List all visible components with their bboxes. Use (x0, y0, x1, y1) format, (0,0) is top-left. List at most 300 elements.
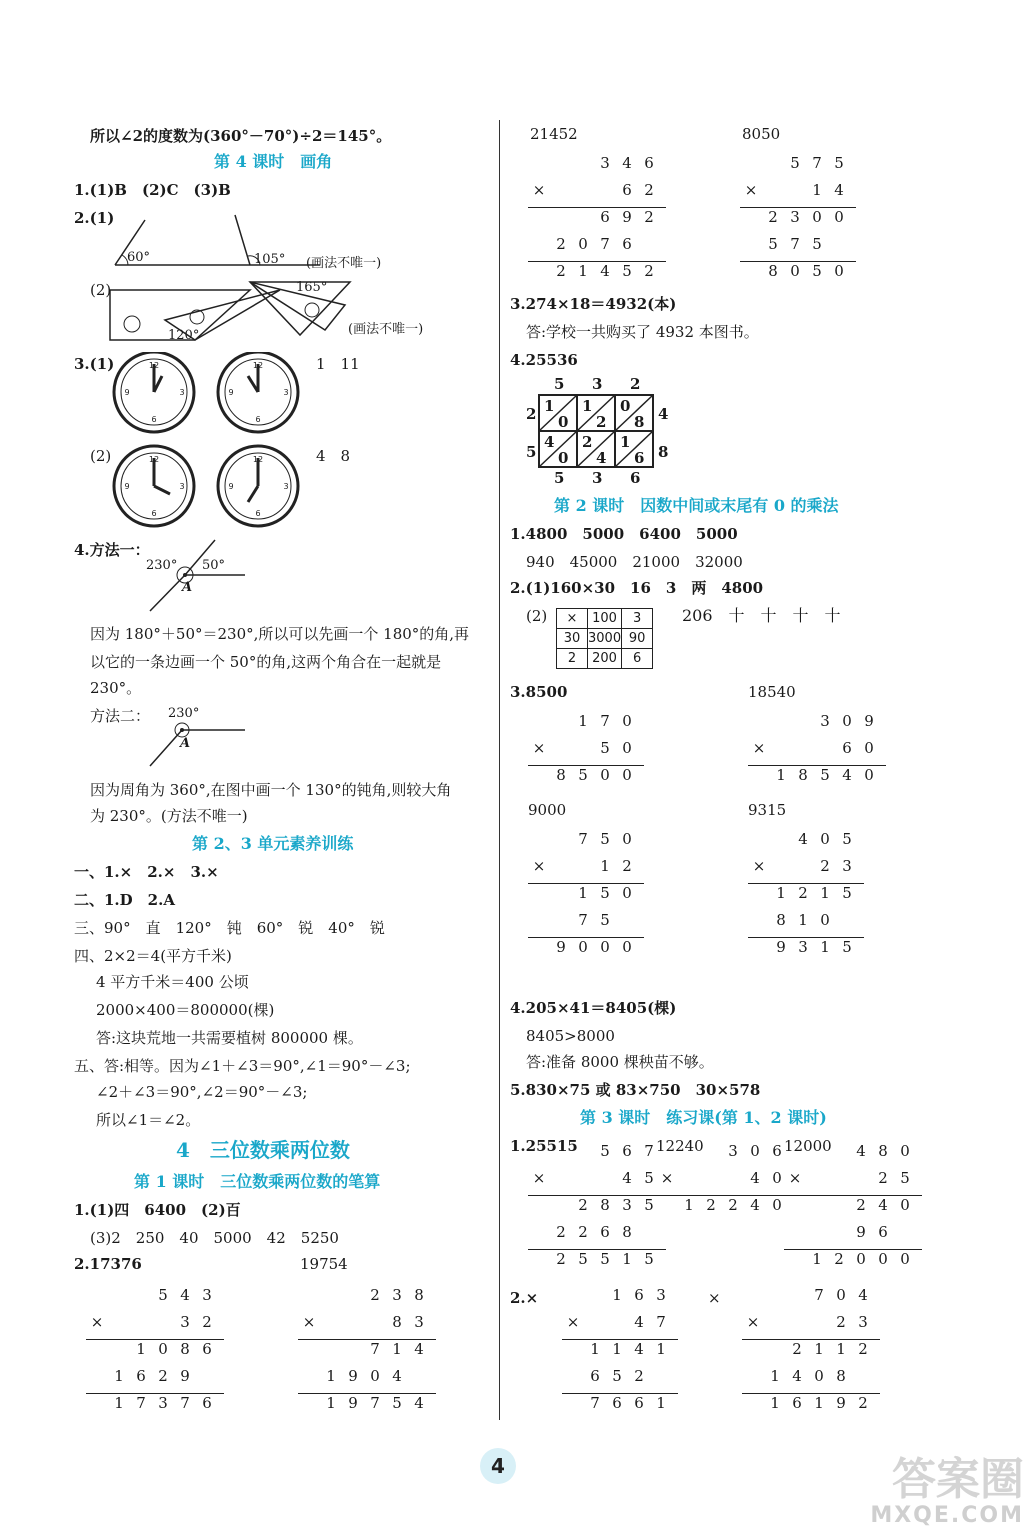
lattice-bottom-digit: 3 (592, 469, 603, 487)
calc-digit (616, 909, 638, 931)
calc-digit: 5 (812, 262, 822, 280)
calc-digit: 3 (790, 208, 800, 226)
calc-digit: × (90, 1313, 104, 1331)
calc-digit: 0 (864, 739, 874, 757)
calc-digit (722, 1167, 744, 1189)
calc-row (528, 206, 660, 228)
calc-digit: 8 (768, 262, 778, 280)
calc-digit: 4 (392, 1367, 402, 1385)
answer-line: 三、90° 直 120° 钝 60° 锐 40° 锐 (74, 919, 385, 937)
lattice-bottom-digit: 5 (554, 469, 565, 487)
calc-digit: 0 (622, 938, 632, 956)
svg-text:9: 9 (228, 482, 234, 491)
calc-digit (742, 1338, 764, 1360)
calc-digit (562, 1392, 584, 1414)
calc-digit (130, 1311, 152, 1333)
calc-digit (770, 737, 792, 759)
answer-line: ∠2＋∠3＝90°,∠2＝90°－∠3; (96, 1083, 308, 1101)
calc-row (748, 855, 858, 877)
calc-digit: 0 (900, 1196, 910, 1214)
angle-label: 60° (127, 250, 151, 265)
text-line: 因为 180°＋50°＝230°,所以可以先画一个 180°的角,再 (90, 625, 470, 643)
calc-digit (572, 855, 594, 877)
calc-digit: 5 (842, 830, 852, 848)
calc-digit (806, 1140, 828, 1162)
calc-digit: 4 (798, 830, 808, 848)
angle-label: 50° (202, 558, 226, 573)
calc-digit (528, 710, 550, 732)
calc-digit: 1 (684, 1196, 694, 1214)
calc-digit (528, 206, 550, 228)
calc-digit: 8 (600, 1196, 610, 1214)
answer-line: 2.17376 (74, 1255, 142, 1273)
calc-digit: 4 (834, 181, 844, 199)
calc-digit: 5 (158, 1286, 168, 1304)
calc-digit: 0 (900, 1250, 910, 1268)
calc-row (748, 710, 880, 732)
calc-digit (786, 1311, 808, 1333)
calc-digit: 4 (878, 1196, 888, 1214)
calc-digit (740, 260, 762, 282)
calc-row (742, 1311, 874, 1333)
table-cell: × (557, 609, 588, 629)
svg-text:9: 9 (124, 388, 130, 397)
calc-digit (784, 1221, 806, 1243)
answer-line: 12000 (784, 1137, 832, 1155)
calc-digit: 8 (556, 766, 566, 784)
calc-digit (550, 152, 572, 174)
table-cell: 100 (588, 609, 622, 629)
svg-text:6: 6 (255, 509, 261, 518)
answer-line: 8050 (742, 125, 781, 143)
svg-text:3: 3 (179, 388, 185, 397)
svg-text:12: 12 (148, 361, 160, 370)
calc-digit: 7 (600, 235, 610, 253)
lesson-heading: 第 1 课时 三位数乘两位数的笔算 (134, 1172, 381, 1191)
calc-digit: 5 (834, 154, 844, 172)
calc-digit: 9 (556, 938, 566, 956)
answer-line: 2000×400＝800000(棵) (96, 1001, 275, 1019)
calc-digit: 2 (836, 1313, 846, 1331)
calc-digit: 3 (622, 1196, 632, 1214)
calc-digit: 0 (772, 1169, 782, 1187)
calc-digit: 2 (556, 1223, 566, 1241)
lesson-heading: 第 2 课时 因数中间或末尾有 0 的乘法 (554, 496, 839, 515)
calc-digit: 4 (622, 154, 632, 172)
calc-digit: 0 (600, 938, 610, 956)
calc-digit: 8 (414, 1286, 424, 1304)
lattice-left-digit: 2 (526, 405, 537, 423)
calc-digit (528, 1221, 550, 1243)
calc-row (528, 1167, 660, 1189)
answer-line: 5.830×75 或 83×750 30×578 (510, 1081, 761, 1099)
calc-row (298, 1392, 430, 1414)
calc-digit: 5 (644, 1196, 654, 1214)
calc-row (562, 1284, 672, 1306)
calc-digit: 0 (842, 712, 852, 730)
calc-digit (298, 1365, 320, 1387)
calc-digit: 5 (612, 1367, 622, 1385)
calc-digit: 2 (820, 857, 830, 875)
calc-digit: 0 (864, 766, 874, 784)
calc-digit (678, 1140, 700, 1162)
svg-text:12: 12 (148, 455, 160, 464)
calc-digit: 2 (634, 1367, 644, 1385)
calc-digit: 4 (858, 1286, 868, 1304)
page-number: 4 (480, 1448, 516, 1484)
calc-digit: 0 (578, 235, 588, 253)
calc-digit (550, 1140, 572, 1162)
calc-digit: 1 (820, 938, 830, 956)
answer-line: 2.(1)160×30 16 3 两 4800 (510, 579, 764, 597)
lattice-cell-digit: 4 (544, 433, 555, 451)
lattice-top-digit: 2 (630, 375, 641, 393)
calc-digit (528, 260, 550, 282)
calc-digit: 9 (348, 1394, 358, 1412)
calc-rule (784, 1195, 922, 1196)
unit-heading: 第 2、3 单元素养训练 (192, 834, 354, 853)
lattice-top-digit: 3 (592, 375, 603, 393)
calc-digit (298, 1338, 320, 1360)
answer-line: 3.274×18＝4932(本) (510, 295, 677, 313)
calc-digit (770, 855, 792, 877)
lattice-right-digit: 8 (658, 443, 669, 461)
calc-row (740, 233, 850, 255)
calc-digit: 8 (622, 1223, 632, 1241)
answer-line: 19754 (300, 1255, 348, 1273)
calc-digit: 6 (634, 1286, 644, 1304)
calc-digit (298, 1392, 320, 1414)
calc-digit (86, 1392, 108, 1414)
calc-row (742, 1365, 874, 1387)
lesson-heading: 第 3 课时 练习课(第 1、2 课时) (580, 1108, 827, 1127)
calc-rule (748, 765, 886, 766)
calc-digit: 3 (798, 938, 808, 956)
calc-digit: 6 (772, 1142, 782, 1160)
calc-row (298, 1311, 430, 1333)
calc-row (562, 1392, 672, 1414)
calc-digit (298, 1284, 320, 1306)
calc-digit: 3 (820, 712, 830, 730)
answer-line: 9315 (748, 801, 787, 819)
calc-digit: 2 (768, 208, 778, 226)
calc-digit (894, 1221, 916, 1243)
calc-row (528, 260, 660, 282)
calc-digit: 5 (392, 1394, 402, 1412)
text-line: 所以∠2的度数为(360°－70°)÷2＝145°。 (90, 127, 392, 145)
calc-digit (550, 1167, 572, 1189)
calc-digit (700, 1167, 722, 1189)
calc-digit: 3 (202, 1286, 212, 1304)
svg-text:9: 9 (228, 388, 234, 397)
calc-digit: 2 (578, 1196, 588, 1214)
calc-digit: 2 (578, 1223, 588, 1241)
calc-digit: 1 (392, 1340, 402, 1358)
calc-digit (342, 1338, 364, 1360)
calc-digit (572, 1167, 594, 1189)
calc-digit: × (566, 1313, 580, 1331)
calc-digit: 4 (792, 1367, 802, 1385)
calc-digit (528, 1194, 550, 1216)
calc-digit: 5 (622, 262, 632, 280)
calc-row (784, 1248, 916, 1270)
calc-row (528, 1140, 660, 1162)
svg-text:12: 12 (252, 361, 264, 370)
table-cell: 3 (622, 609, 653, 629)
calc-digit (784, 1194, 806, 1216)
calc-digit: 7 (600, 712, 610, 730)
table-cell: 30 (557, 629, 588, 649)
calc-digit: 2 (202, 1313, 212, 1331)
calc-digit: 4 (856, 1142, 866, 1160)
calc-digit (836, 909, 858, 931)
calc-row (528, 855, 638, 877)
calc-digit: 1 (770, 1394, 780, 1412)
calc-digit (320, 1338, 342, 1360)
calc-digit (748, 764, 770, 786)
calc-digit: 4 (622, 1169, 632, 1187)
calc-row (298, 1284, 430, 1306)
calc-digit: 4 (750, 1169, 760, 1187)
calc-row (562, 1338, 672, 1360)
calc-digit: 6 (590, 1367, 600, 1385)
table-cell: 6 (622, 649, 653, 669)
calc-row (86, 1392, 218, 1414)
watermark-logo: 答案圈 (892, 1454, 1024, 1505)
calc-digit (748, 936, 770, 958)
calc-digit: 1 (836, 1340, 846, 1358)
table-cell: 3000 (588, 629, 622, 649)
calc-digit: 5 (644, 1250, 654, 1268)
calc-row (86, 1365, 218, 1387)
calc-digit: 1 (656, 1340, 666, 1358)
calc-digit: 7 (136, 1394, 146, 1412)
calc-digit: 2 (644, 181, 654, 199)
calc-digit: 2 (556, 262, 566, 280)
calc-digit: × (532, 181, 546, 199)
calc-digit (550, 882, 572, 904)
lattice-cell-digit: 0 (558, 449, 569, 467)
calc-digit: 5 (812, 235, 822, 253)
answer-line: 18540 (748, 683, 796, 701)
calc-digit: 6 (634, 1394, 644, 1412)
calc-digit (784, 1140, 806, 1162)
calc-digit: 1 (612, 1340, 622, 1358)
calc-digit: 0 (856, 1250, 866, 1268)
clock-faces (110, 352, 310, 532)
svg-text:6: 6 (151, 509, 157, 518)
calc-digit: 5 (578, 766, 588, 784)
calc-row (740, 260, 850, 282)
calc-digit (828, 233, 850, 255)
calc-digit: 8 (798, 766, 808, 784)
watermark-url: MXQE.COM (870, 1503, 1024, 1528)
calc-digit (606, 1311, 628, 1333)
calc-digit (656, 1194, 678, 1216)
angle-label: 230° (146, 558, 178, 573)
calc-digit (594, 179, 616, 201)
calc-row (740, 152, 850, 174)
calc-digit: 5 (600, 884, 610, 902)
calc-row (298, 1365, 430, 1387)
svg-text:6: 6 (255, 415, 261, 424)
calc-digit (584, 1311, 606, 1333)
calc-row (748, 882, 858, 904)
calc-row (528, 828, 638, 850)
calc-digit: 7 (812, 154, 822, 172)
calc-digit: 4 (414, 1340, 424, 1358)
calc-digit: 7 (656, 1313, 666, 1331)
calc-digit (762, 152, 784, 174)
answer-line: 4.方法一： (74, 541, 150, 559)
calc-digit: 0 (878, 1250, 888, 1268)
calc-digit (678, 1167, 700, 1189)
multiplication-table (556, 608, 653, 669)
answer-line: 1.(1)B (2)C (3)B (74, 181, 231, 199)
calc-digit: 6 (202, 1394, 212, 1412)
calc-digit: × (746, 1313, 760, 1331)
calc-digit: 0 (812, 208, 822, 226)
calc-row (748, 909, 858, 931)
calc-digit (562, 1365, 584, 1387)
calc-digit: 9 (864, 712, 874, 730)
answer-line: 21452 (530, 125, 578, 143)
answer-line: 8405>8000 (526, 1027, 615, 1045)
calc-digit (638, 1221, 660, 1243)
calc-digit (638, 233, 660, 255)
calc-digit (550, 828, 572, 850)
calc-digit: 9 (180, 1367, 190, 1385)
calc-row (528, 1221, 660, 1243)
calc-digit: 8 (776, 911, 786, 929)
calc-digit (550, 710, 572, 732)
calc-row (656, 1194, 788, 1216)
calc-digit (152, 1311, 174, 1333)
calc-digit: × (532, 1169, 546, 1187)
calc-rule (528, 883, 644, 884)
calc-digit: 0 (834, 262, 844, 280)
lattice-cell-digit: 6 (634, 449, 645, 467)
lattice-cell-digit: 1 (620, 433, 631, 451)
calc-digit (792, 855, 814, 877)
calc-digit: 5 (600, 1250, 610, 1268)
calc-digit (764, 1284, 786, 1306)
calc-digit: 1 (578, 884, 588, 902)
calc-digit: 7 (180, 1394, 190, 1412)
calc-digit: 0 (622, 766, 632, 784)
lattice-cell-digit: 0 (558, 413, 569, 431)
calc-rule (742, 1339, 880, 1340)
calc-row (528, 936, 638, 958)
calc-digit: 0 (820, 830, 830, 848)
calc-digit: 6 (136, 1367, 146, 1385)
calc-digit: 1 (812, 1250, 822, 1268)
lattice-cell-digit: 1 (544, 397, 555, 415)
calc-row (742, 1284, 874, 1306)
calc-digit: 1 (326, 1394, 336, 1412)
calc-digit: 3 (842, 857, 852, 875)
calc-digit: 0 (834, 208, 844, 226)
calc-digit: 3 (600, 154, 610, 172)
calc-digit (528, 909, 550, 931)
calc-digit: 7 (814, 1286, 824, 1304)
calc-digit: 2 (644, 208, 654, 226)
angle-label: 230° (168, 706, 200, 721)
calc-row (562, 1311, 672, 1333)
calc-digit: 5 (900, 1169, 910, 1187)
calc-row (740, 206, 850, 228)
calc-row (528, 909, 638, 931)
calc-digit: 4 (414, 1394, 424, 1412)
calc-row (528, 882, 638, 904)
calc-digit: 7 (578, 911, 588, 929)
calc-row (86, 1311, 218, 1333)
lattice-cell-digit: 1 (582, 397, 593, 415)
calc-digit: 5 (578, 1250, 588, 1268)
answer-line: 一、1.× 2.× 3.× (74, 863, 219, 881)
answer-line: 五、答:相等。因为∠1＋∠3＝90°,∠1＝90°－∠3; (74, 1057, 411, 1075)
answer-line: 4.205×41＝8405(棵) (510, 999, 677, 1017)
calc-digit: 0 (370, 1367, 380, 1385)
calc-rule (740, 261, 856, 262)
calc-digit (764, 1338, 786, 1360)
calc-digit (550, 206, 572, 228)
calc-digit (748, 828, 770, 850)
calc-digit (342, 1284, 364, 1306)
calc-digit (528, 152, 550, 174)
calc-digit (850, 1167, 872, 1189)
calc-digit (806, 1167, 828, 1189)
calc-row (528, 737, 638, 759)
answer-line: 1.(1)四 6400 (2)百 (74, 1201, 241, 1219)
calc-digit: 7 (644, 1142, 654, 1160)
calc-rule (298, 1339, 436, 1340)
calc-digit: 7 (578, 830, 588, 848)
calc-digit (86, 1365, 108, 1387)
calc-digit: 3 (728, 1142, 738, 1160)
calc-row (748, 828, 858, 850)
calc-row (298, 1338, 430, 1360)
point-label: A (182, 580, 193, 595)
calc-digit (320, 1311, 342, 1333)
calc-digit (806, 1194, 828, 1216)
calc-digit: 2 (858, 1340, 868, 1358)
calc-digit: 1 (622, 1250, 632, 1268)
calc-digit: 0 (900, 1142, 910, 1160)
calc-row (656, 1167, 788, 1189)
calc-digit: 4 (842, 766, 852, 784)
calc-digit (130, 1284, 152, 1306)
calc-digit: 3 (180, 1313, 190, 1331)
calc-digit (528, 764, 550, 786)
answer-line: 答:这块荒地一共需要植树 800000 棵。 (96, 1029, 363, 1047)
calc-row (656, 1140, 788, 1162)
calc-digit: × (744, 181, 758, 199)
calc-digit: 2 (798, 884, 808, 902)
svg-text:3: 3 (283, 388, 289, 397)
calc-digit: 1 (136, 1340, 146, 1358)
calc-digit (528, 1140, 550, 1162)
lattice-right-digit: 4 (658, 405, 669, 423)
answer-line: 3.8500 (510, 683, 568, 701)
svg-text:6: 6 (151, 415, 157, 424)
calc-digit: 2 (858, 1394, 868, 1412)
calc-digit: 0 (820, 911, 830, 929)
chapter-heading: 4 三位数乘两位数 (176, 1138, 350, 1162)
lattice-left-digit: 5 (526, 443, 537, 461)
answer-line: (2) (90, 281, 112, 299)
calc-digit: 3 (392, 1286, 402, 1304)
